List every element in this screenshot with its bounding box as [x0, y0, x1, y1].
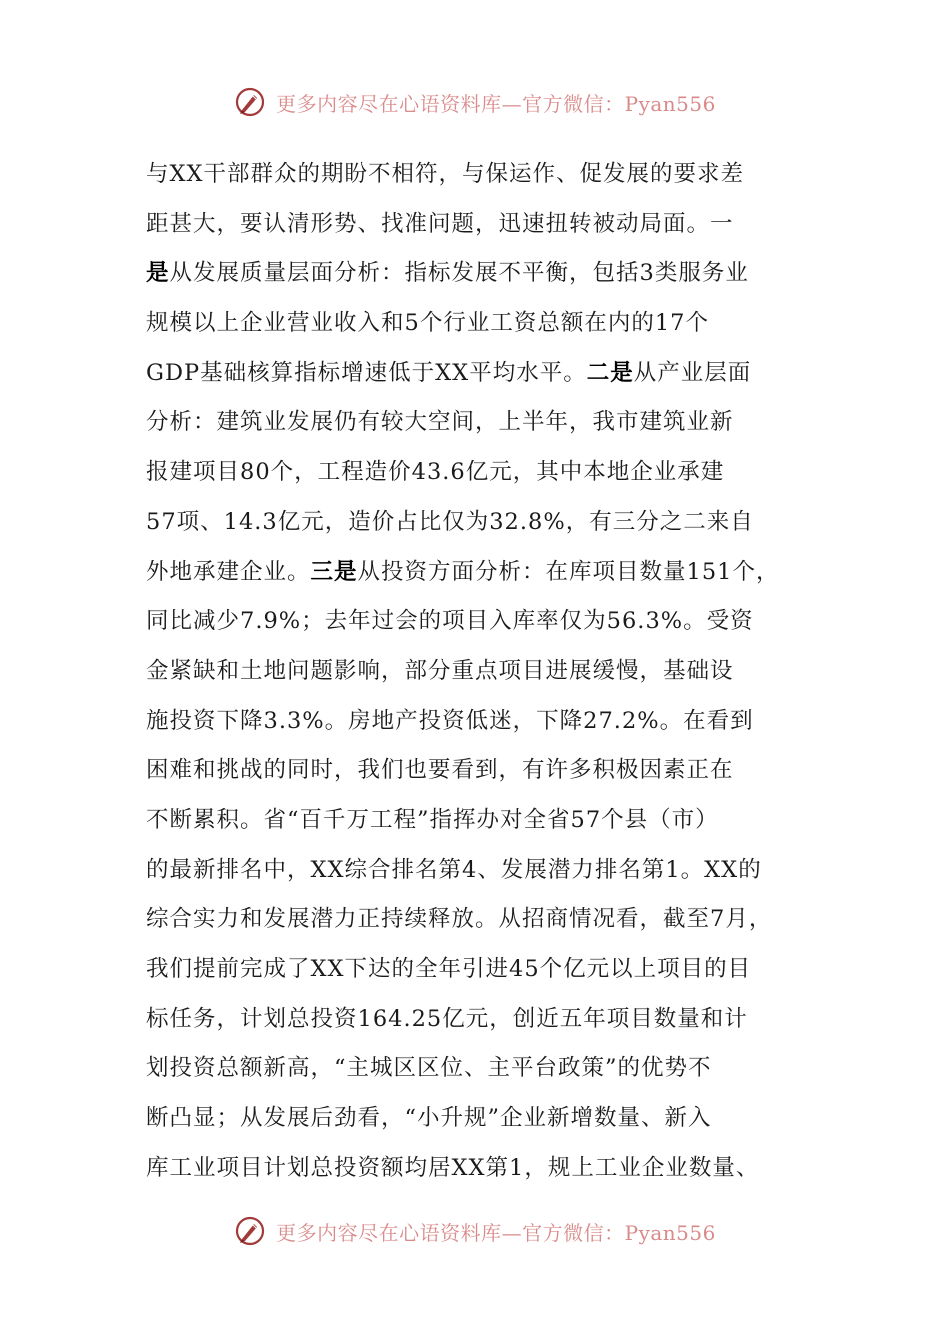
footer-banner	[0, 1211, 950, 1251]
text-line: 57项、14.3亿元，造价占比仅为32.8%，有三分之二来自	[146, 508, 754, 535]
document-body	[146, 150, 836, 1193]
header-banner-text: 更多内容尽在心语资料库—官方微信：Pyan556	[276, 91, 716, 116]
text-line: 距甚大，要认清形势、找准问题，迅速扭转被动局面。一	[146, 210, 734, 237]
section-marker-two: 二是	[586, 359, 634, 386]
text-line: 分析：建筑业发展仍有较大空间，上半年，我市建筑业新	[146, 409, 734, 436]
text-line: 的最新排名中，XX综合排名第4、发展潜力排名第1。XX的	[146, 856, 762, 883]
text-line: GDP基础核算指标增速低于XX平均水平。二是从产业层面	[146, 359, 752, 386]
text-line: 划投资总额新高，“主城区区位、主平台政策”的优势不	[146, 1055, 712, 1082]
text-line: 综合实力和发展潜力正持续释放。从招商情况看，截至7月，	[146, 906, 773, 933]
footer-banner-text: 更多内容尽在心语资料库—官方微信：Pyan556	[276, 1220, 716, 1245]
text-line: 是从发展质量层面分析：指标发展不平衡，包括3类服务业	[146, 260, 749, 287]
text-line: 施投资下降3.3%。房地产投资低迷，下降27.2%。在看到	[146, 707, 754, 734]
text-line: 与XX干部群众的期盼不相符，与保运作、促发展的要求差	[146, 161, 745, 187]
section-marker-one: 是	[146, 260, 170, 287]
text-line: 不断累积。省“百千万工程”指挥办对全省57个县（市）	[146, 806, 719, 833]
text-line: 同比减少7.9%；去年过会的项目入库率仅为56.3%。受资	[146, 608, 754, 635]
section-marker-three: 三是	[310, 558, 358, 585]
text-line: 报建项目80个，工程造价43.6亿元，其中本地企业承建	[146, 459, 725, 486]
text-line: 外地承建企业。三是从投资方面分析：在库项目数量151个，	[146, 558, 780, 585]
text-line: 金紧缺和土地问题影响，部分重点项目进展缓慢，基础设	[146, 657, 734, 684]
text-line: 我们提前完成了XX下达的全年引进45个亿元以上项目的目	[146, 956, 752, 982]
text-line: 断凸显；从发展后劲看，“小升规”企业新增数量、新入	[146, 1105, 712, 1132]
text-line: 标任务，计划总投资164.25亿元，创近五年项目数量和计	[146, 1005, 748, 1032]
text-line: 规模以上企业营业收入和5个行业工资总额在内的17个	[146, 310, 709, 337]
pen-logo-icon	[234, 86, 266, 118]
header-banner	[0, 82, 950, 122]
pen-logo-icon	[234, 1215, 266, 1247]
text-line: 库工业项目计划总投资额均居XX第1，规上工业企业数量、	[146, 1154, 760, 1181]
text-line: 困难和挑战的同时，我们也要看到，有许多积极因素正在	[146, 757, 734, 784]
